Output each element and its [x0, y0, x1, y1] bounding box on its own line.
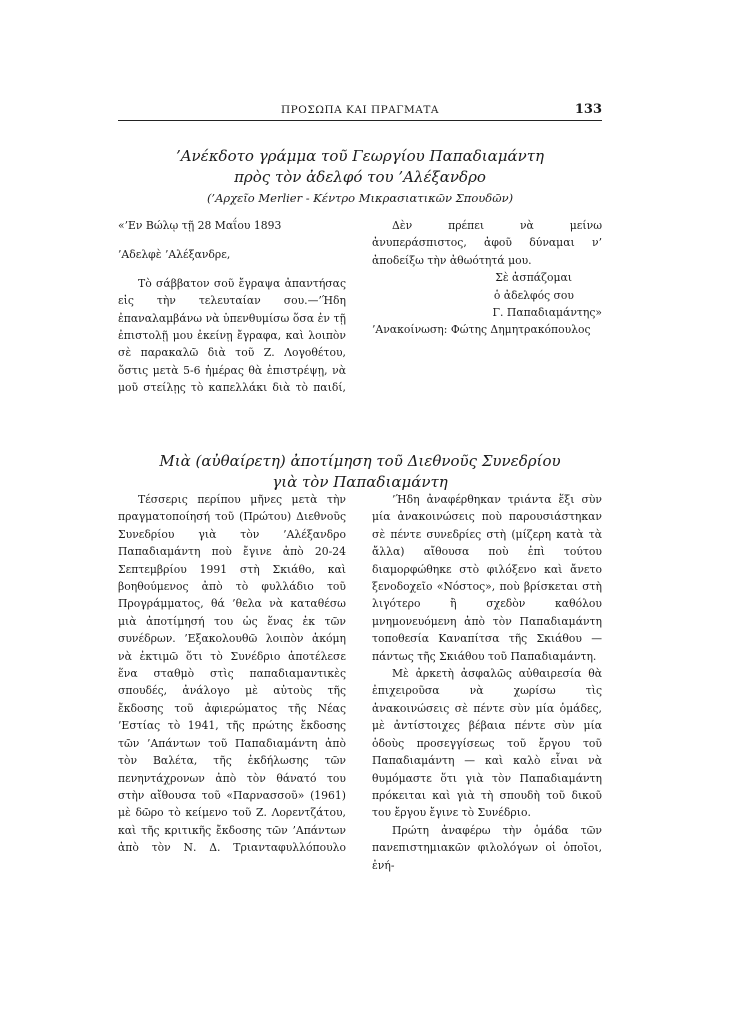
running-head	[118, 101, 602, 121]
letter-closing-2: ὁ ἀδελφός σου	[493, 288, 574, 302]
letter-paragraph-1: Τὸ σάββατον σοῦ ἔγραψα ἀπαντήσας εἰς τὴν τελευταίαν σου.—’Ήδη ἐπαναλαμβάνω νὰ ὑπενθυμίσω ὅσα ἐν τῇ ἐπιστολῇ μου ἐκείνῃ ἔγραφα, καὶ λοιπὸν σὲ παρακαλῶ διὰ τοῦ Ζ. Λογοθέτου, ὅστις μετὰ 5-6 ἡμέρας θὰ ἐπιστρέψῃ, νὰ μοῦ στείλῃς τὸ καπελλάκι διὰ τὸ παιδί,	[118, 276, 346, 395]
letter-column-right	[372, 217, 602, 339]
letter-title-line1: ’Ανέκδοτο γράμμα τοῦ Γεωργίου Παπαδιαμάντη	[175, 147, 545, 165]
article-title-block	[118, 451, 602, 493]
running-head-title: ΠΡΟΣΩΠΑ ΚΑΙ ΠΡΑΓΜΑΤΑ	[281, 104, 439, 116]
article-paragraph-3: Μὲ ἀρκετὴ ἀσφαλῶς αὐθαιρεσία θὰ ἐπιχειροῦσα νὰ χωρίσω τὶς ἀνακοινώσεις σὲ πέντε σὺν μία ὁμάδες, μὲ ἀντίστοιχες βέβαια πέντε σὺν μία ὁδοὺς προσεγγίσεως τοῦ ἔργου τοῦ Παπαδιαμάντη — καὶ καλὸ εἶναι νὰ θυμόμαστε ὅτι γιὰ τὸν Παπαδιαμάντη πρόκειται καὶ γιὰ τὴ σπουδὴ τοῦ δικοῦ του ἔργου ἔγινε τὸ Συνέδριο.	[372, 667, 602, 820]
article-paragraph-4: Πρώτη ἀναφέρω τὴν ὁμάδα τῶν πανεπιστημιακῶν φιλολόγων οἱ ὁποῖοι, ἐνή-	[372, 823, 602, 872]
letter-column-left	[118, 217, 346, 397]
page-number: 133	[574, 102, 602, 117]
article-column-left	[118, 491, 346, 856]
letter-title-block	[118, 146, 602, 207]
article-column-right	[372, 491, 602, 874]
letter-dateline: «’Εν Βώλῳ τῇ 28 Μαΐου 1893	[118, 219, 282, 232]
article-title-line2: γιὰ τὸν Παπαδιαμάντη	[272, 473, 448, 491]
article-paragraph-1: Τέσσερις περίπου μῆνες μετὰ τὴν πραγματοποίησή τοῦ (Πρώτου) Διεθνοῦς Συνεδρίου γιὰ τὸν ’Αλέξανδρο Παπαδιαμάντη ποὺ ἔγινε ἀπὸ 20-24 Σεπτεμβρίου 1991 στὴ Σκιάθο, καὶ βοηθούμενος ἀπὸ τὸ φυλλάδιο τοῦ Προγράμματος, θά ’θελα νὰ καταθέσω μιὰ ἀποτίμησή του ὡς ἕνας ἐκ τῶν συνέδρων. ’Εξακολουθῶ λοιπὸν ἀκόμη νὰ ἐκτιμῶ ὅτι τὸ Συνέδριο ἀποτέλεσε ἕνα σταθμὸ στὶς παπαδιαμαντικὲς σπουδές, ἀνάλογο μὲ αὐτοὺς τῆς ἔκδοσης τοῦ ἀφιερώματος τῆς Νέας ’Εστίας τὸ 1941, τῆς πρώτης ἔκδοσης τῶν ’Απάντων τοῦ Παπαδιαμάντη ἀπὸ τὸν Βαλέτα, τῆς ἐκδήλωσης τῶν πενηντάχρονων ἀπὸ τὸν θάνατό του στὴν αἴθουσα τοῦ «Παρνασσοῦ» (1961) μὲ δῶρο τὸ κείμενο τοῦ Ζ. Λορεντζάτου, καὶ τῆς κριτικῆς ἔκδοσης τῶν ’Απάντων ἀπὸ τὸν Ν. Δ. Τριανταφυλλόπουλο	[118, 493, 346, 855]
letter-closing-1: Σὲ ἀσπάζομαι	[495, 271, 572, 285]
article-paragraph-2: ’Ήδη ἀναφέρθηκαν τριάντα ἕξι σὺν μία ἀνακοινώσεις ποὺ παρουσιάστηκαν σὲ πέντε συνεδρίες στὴ (μίζερη κατὰ τὰ ἄλλα) αἴθουσα ποὺ ἐπὶ τούτου διαμορφώθηκε στὸ φιλόξενο καὶ ἄνετο ξενοδοχεῖο «Νόστος», ποὺ βρίσκεται στὴ λιγότερο ἢ σχεδὸν καθόλου μνημονευόμενη ἀπὸ τὸν Παπαδιαμάντη τοποθεσία Καναπίτσα τῆς Σκιάθου — πάντως τῆς Σκιάθου τοῦ Παπαδιαμάντη.	[372, 493, 602, 663]
letter-title-line2: πρὸς τὸν ἀδελφό του ’Αλέξανδρο	[234, 168, 486, 186]
letter-signature: Γ. Παπαδιαμάντης»	[492, 306, 602, 320]
article-title-line1: Μιὰ (αὐθαίρετη) ἀποτίμηση τοῦ Διεθνοῦς Συνεδρίου	[159, 452, 561, 470]
letter-salutation: ’Αδελφὲ ’Αλέξανδρε,	[118, 248, 231, 262]
letter-source: (’Αρχεῖο Merlier - Κέντρο Μικρασιατικῶν Σπουδῶν)	[206, 191, 514, 205]
letter-paragraph-2: Δὲν πρέπει νὰ μείνω ἀνυπεράσπιστος, ἀφοῦ δύναμαι ν’ ἀποδείξω τὴν ἀθωότητά μου.	[372, 219, 602, 267]
header-rule	[118, 120, 602, 121]
letter-transcriber: ’Ανακοίνωση: Φώτης Δημητρακόπουλος	[372, 323, 591, 337]
